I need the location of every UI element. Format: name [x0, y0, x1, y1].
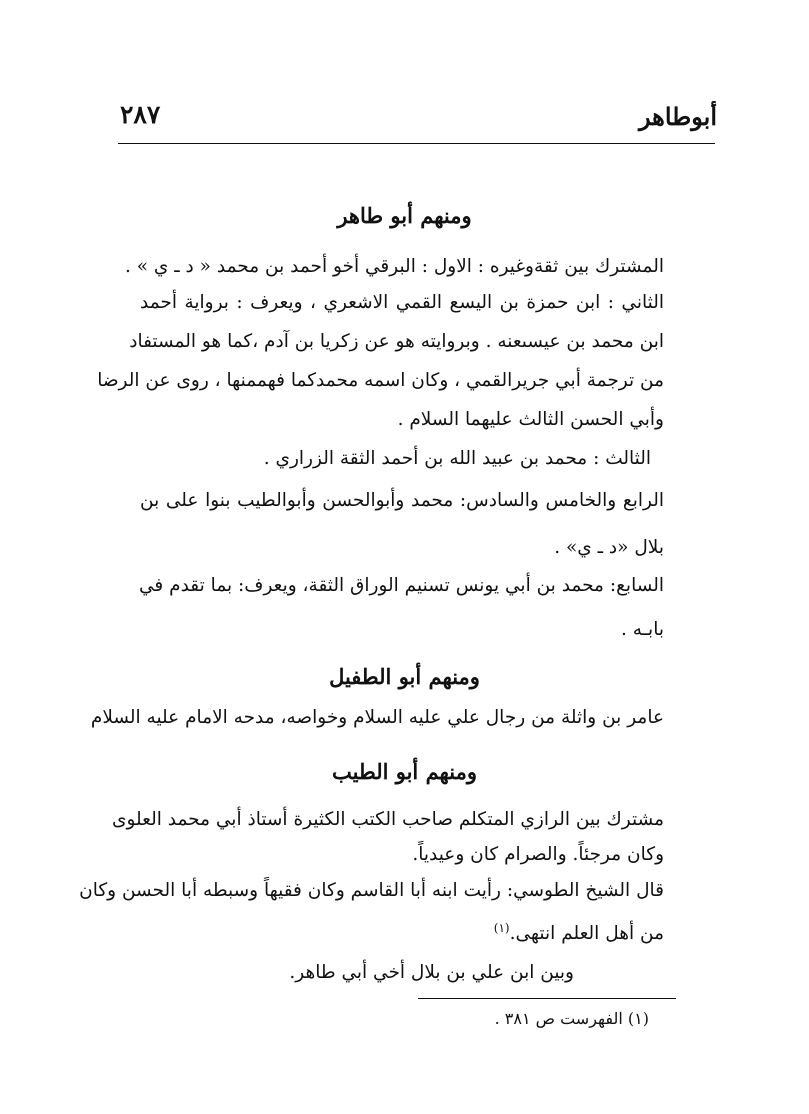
page-number: ٢٨٧ [120, 100, 161, 129]
body-line: ابن محمد بن عيسىعنه . وبروايته هو عن زكريا بن آدم ،كما هو المستفاد [129, 331, 664, 352]
body-line: من ترجمة أبي جريرالقمي ، وكان اسمه محمدكما فهممنها ، روى عن الرضا [97, 370, 664, 391]
body-line: عامر بن واثلة من رجال علي عليه السلام وخواصه، مدحه الامام عليه السلام [90, 707, 664, 728]
body-line: الرابع والخامس والسادس: محمد وأبوالحسن وأبوالطيب بنوا على بن [140, 490, 664, 511]
running-header-title: أبوطاهر [638, 102, 717, 131]
body-line: المشترك بين ثقةوغيره : الاول : البرقي أخو أحمد بن محمد « د ـ ي » . [124, 256, 664, 277]
body-line: مشترك بين الرازي المتكلم صاحب الكتب الكثيرة أستاذ أبي محمد العلوى [112, 809, 664, 830]
footnote-rule [418, 998, 676, 999]
body-line-text: من أهل العلم انتهى. [509, 923, 664, 945]
body-line: الثاني : ابن حمزة بن اليسع القمي الاشعري ، ويعرف : برواية أحمد [140, 292, 664, 313]
body-line: وبين ابن علي بن بلال أخي أبي طاهر. [289, 962, 574, 983]
body-line [494, 921, 664, 944]
footnote-marker: (١) [493, 921, 510, 935]
section-heading-abu-tufail: ومنهم أبو الطفيل [329, 664, 480, 689]
section-heading-abu-tahir: ومنهم أبو طاهر [337, 203, 472, 228]
body-line: الثالث : محمد بن عبيد الله بن أحمد الثقة الزراري . [263, 448, 651, 469]
body-line: قال الشيخ الطوسي: رأيت ابنه أبا القاسم وكان فقيهاً وسبطه أبا الحسن وكان [79, 880, 664, 901]
body-line: وأبي الحسن الثالث عليهما السلام . [397, 409, 664, 430]
body-line: بلال «د ـ ي» . [554, 537, 664, 558]
section-heading-abu-tayyib: ومنهم أبو الطيب [332, 759, 477, 784]
header-rule [118, 143, 715, 144]
body-line: وكان مرجئاً. والصرام كان وعيدياً. [412, 844, 664, 865]
footnote: (١) الفهرست ص ٣٨١ . [494, 1009, 649, 1028]
body-line: بابـه . [620, 619, 664, 640]
body-line: السابع: محمد بن أبي يونس تسنيم الوراق الثقة، ويعرف: بما تقدم في [138, 575, 664, 596]
